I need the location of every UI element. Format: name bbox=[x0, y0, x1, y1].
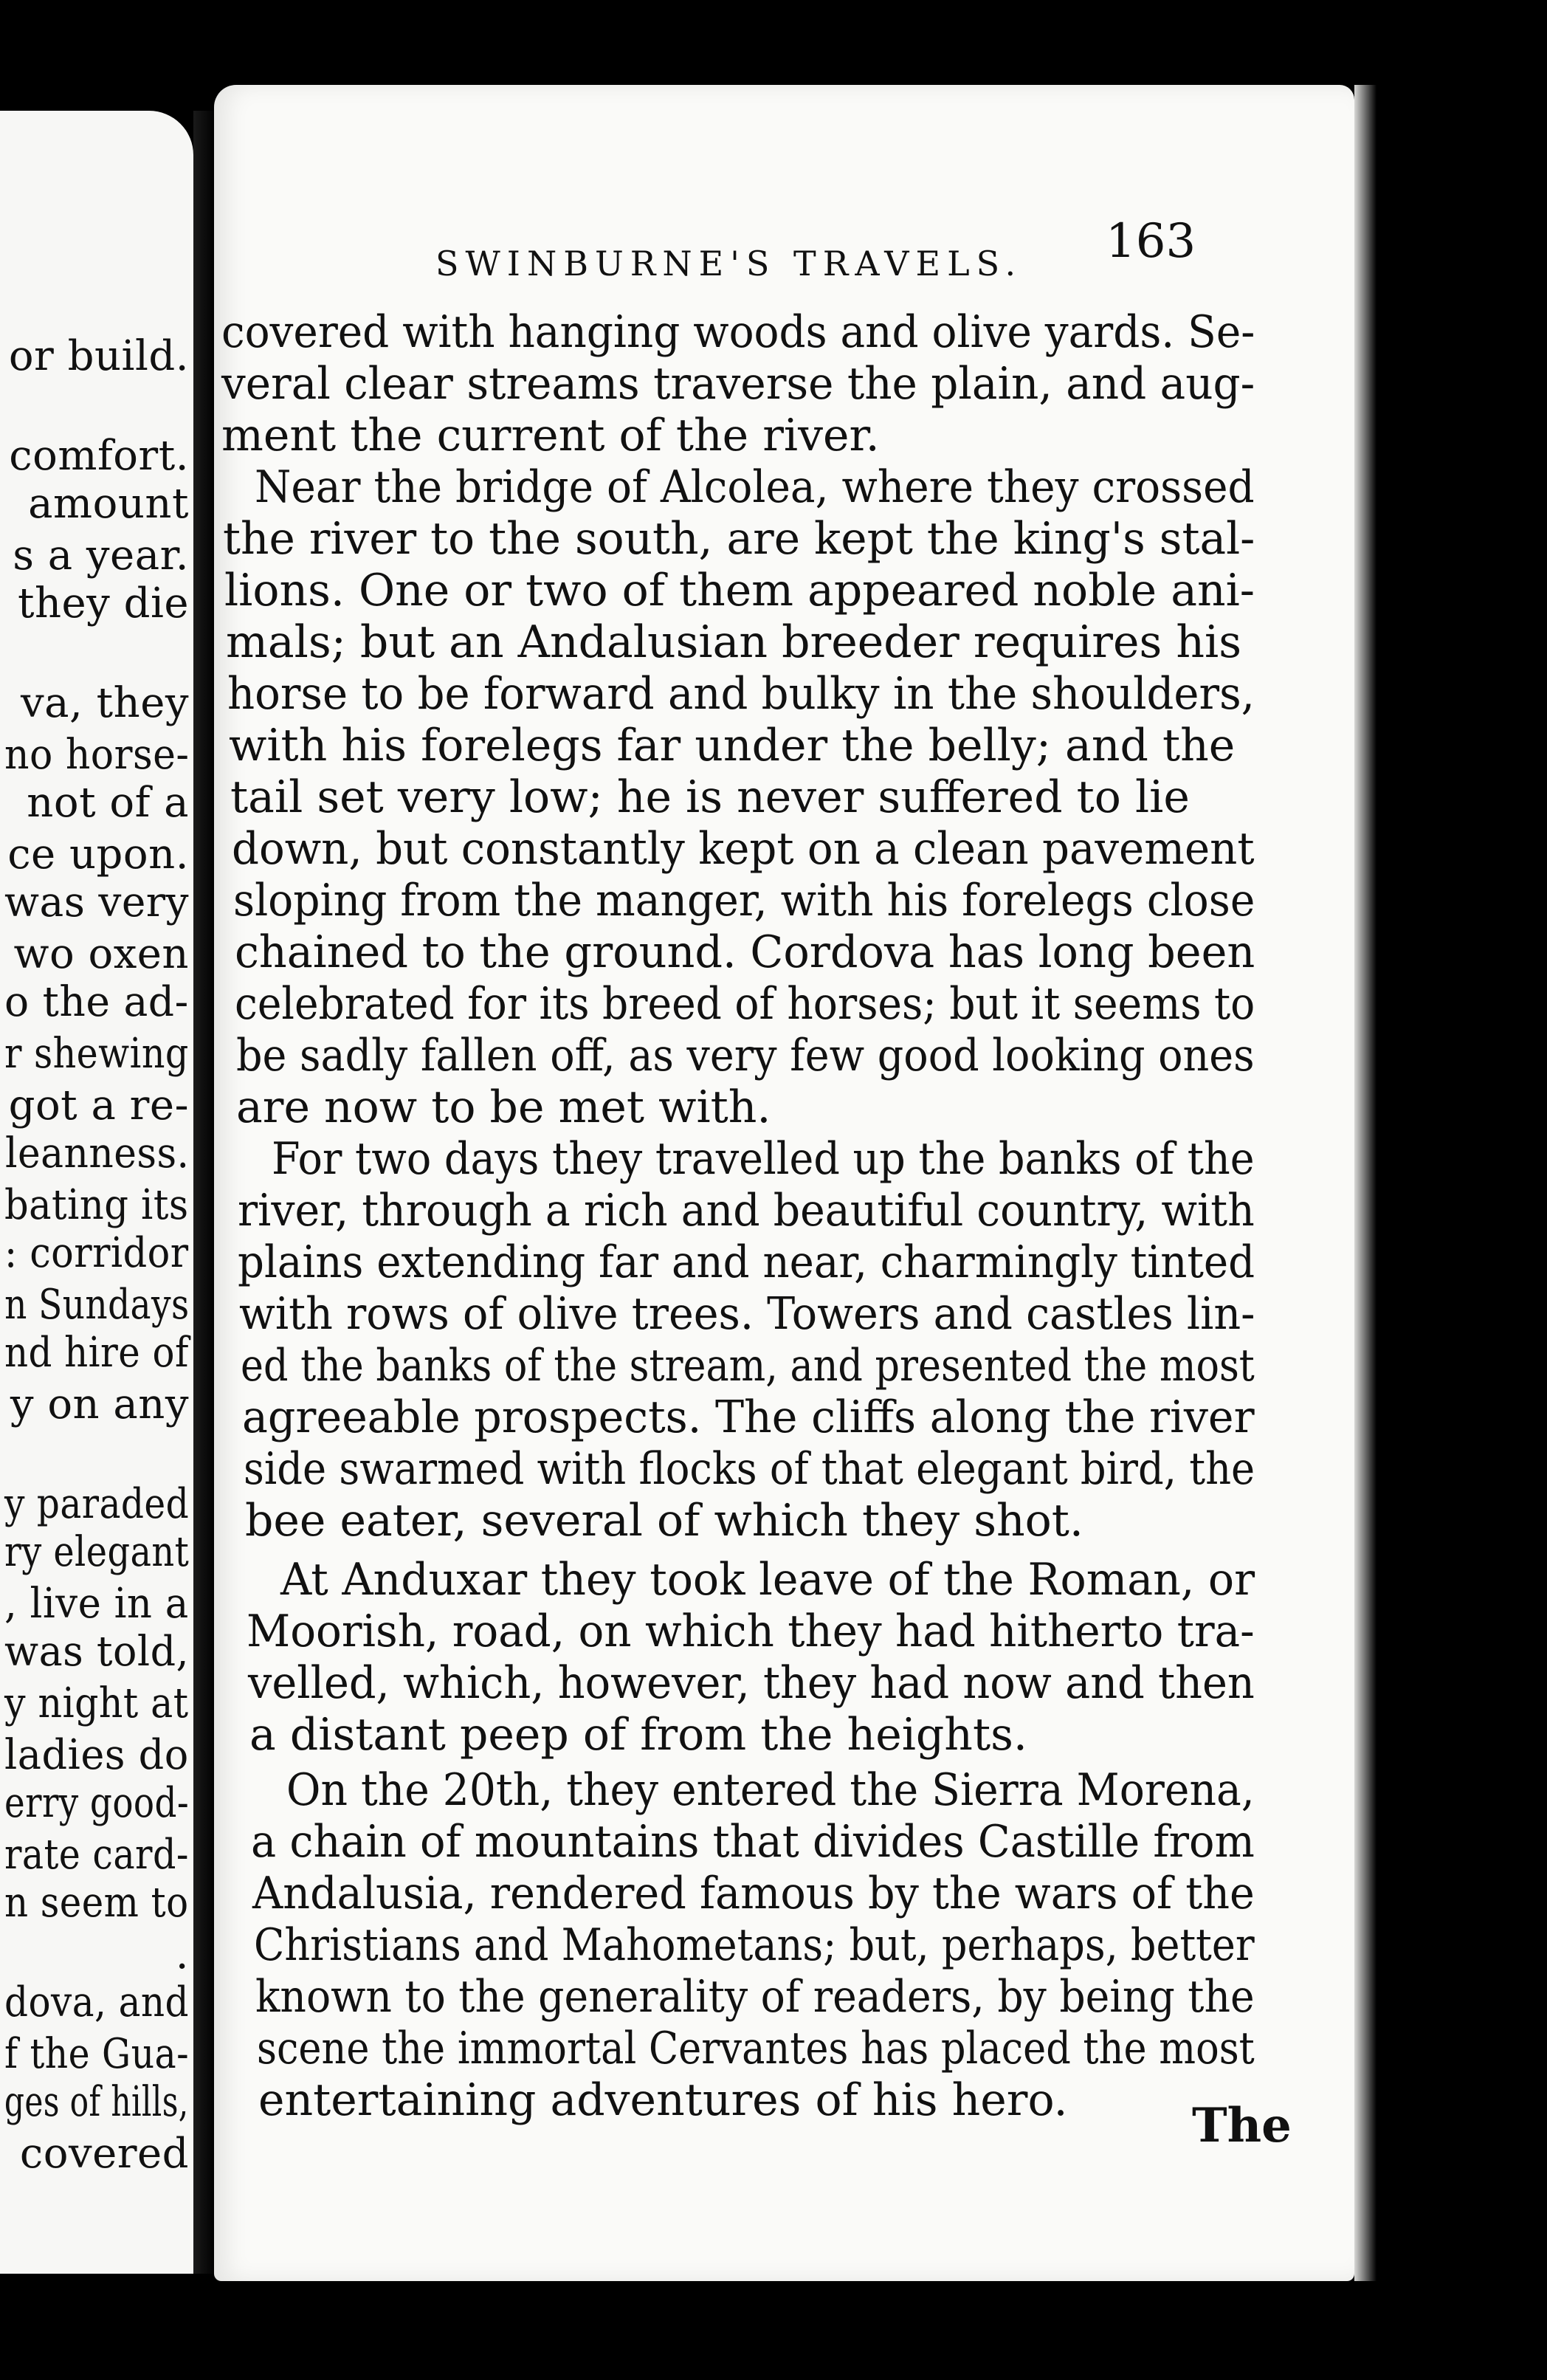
text-line: side swarmed with flocks of that elegant bird, the bbox=[244, 1443, 1255, 1495]
text-line: Christians and Mahometans; but, perhaps, better bbox=[254, 1919, 1255, 1971]
left-line: . bbox=[175, 1930, 189, 1978]
text-line: river, through a rich and beautiful country, with bbox=[238, 1185, 1255, 1237]
left-line: or build. bbox=[8, 332, 189, 380]
page-number: 163 bbox=[1106, 214, 1196, 269]
left-line: f the Gua- bbox=[4, 2030, 189, 2078]
text-line: covered with hanging woods and olive yards. Se- bbox=[221, 306, 1255, 358]
text-line: lions. One or two of them appeared noble ani- bbox=[224, 565, 1255, 616]
left-line: ce upon. bbox=[7, 830, 189, 878]
left-line: covered bbox=[19, 2130, 189, 2178]
book-spine bbox=[193, 111, 216, 2274]
left-line: y on any bbox=[10, 1380, 189, 1428]
left-line: comfort. bbox=[9, 432, 189, 480]
text-line: a chain of mountains that divides Castille from bbox=[251, 1816, 1255, 1868]
left-line: ry elegant bbox=[4, 1528, 189, 1576]
left-line: va, they bbox=[21, 679, 189, 727]
left-line: was told, bbox=[4, 1628, 189, 1676]
left-line: erry good- bbox=[4, 1779, 189, 1827]
left-line: got a re- bbox=[8, 1081, 189, 1129]
left-line: rate card- bbox=[4, 1831, 189, 1879]
text-line: plains extending far and near, charmingly tinted bbox=[238, 1237, 1255, 1288]
text-line: be sadly fallen off, as very few good looking ones bbox=[236, 1030, 1255, 1081]
left-line: they die bbox=[17, 579, 189, 627]
text-line: ment the current of the river. bbox=[221, 410, 880, 461]
text-line: velled, which, however, they had now and then bbox=[248, 1657, 1255, 1709]
left-page bbox=[0, 111, 193, 2274]
page-edge bbox=[1354, 85, 1377, 2281]
text-line: agreeable prospects. The cliffs along the river bbox=[242, 1392, 1255, 1443]
left-line: ladies do bbox=[4, 1731, 189, 1779]
catchword: The bbox=[1192, 2098, 1292, 2153]
left-line: s a year. bbox=[13, 532, 189, 579]
text-line: scene the immortal Cervantes has placed the most bbox=[257, 2023, 1255, 2074]
left-line: leanness. bbox=[4, 1129, 189, 1177]
left-line: was very bbox=[4, 878, 189, 926]
text-line: bee eater, several of which they shot. bbox=[245, 1495, 1083, 1547]
left-line: bating its bbox=[4, 1181, 189, 1229]
text-line: the river to the south, are kept the king's stal- bbox=[223, 513, 1255, 565]
left-line: y night at bbox=[4, 1679, 189, 1727]
text-line: are now to be met with. bbox=[236, 1081, 771, 1133]
left-line: n Sundays bbox=[4, 1281, 189, 1329]
text-line: entertaining adventures of his hero. bbox=[258, 2074, 1068, 2126]
text-line: ed the banks of the stream, and presented the most bbox=[241, 1340, 1255, 1392]
text-line: down, but constantly kept on a clean pavement bbox=[232, 823, 1255, 875]
text-line: sloping from the manger, with his forelegs close bbox=[233, 875, 1255, 926]
text-line: Near the bridge of Alcolea, where they crossed bbox=[255, 461, 1255, 513]
left-line: n seem to bbox=[4, 1879, 189, 1927]
text-line: chained to the ground. Cordova has long been bbox=[235, 926, 1255, 978]
text-line: known to the generality of readers, by being the bbox=[255, 1971, 1255, 2023]
text-line: celebrated for its breed of horses; but it seems to bbox=[235, 978, 1255, 1030]
left-line: o the ad- bbox=[4, 978, 189, 1026]
left-line: dova, and bbox=[4, 1978, 189, 2026]
left-line: r shewing bbox=[4, 1030, 189, 1078]
text-line: On the 20th, they entered the Sierra Morena, bbox=[286, 1764, 1255, 1816]
text-line: mals; but an Andalusian breeder requires his bbox=[226, 616, 1241, 668]
running-head: SWINBURNE'S TRAVELS. bbox=[435, 244, 1023, 283]
text-line: tail set very low; he is never suffered to lie bbox=[230, 771, 1190, 823]
left-line: no horse- bbox=[4, 731, 189, 779]
left-line: ges of hills, bbox=[4, 2078, 189, 2126]
left-line: wo oxen bbox=[13, 930, 189, 978]
text-line: with his forelegs far under the belly; and the bbox=[229, 720, 1236, 771]
text-line: a distant peep of from the heights. bbox=[249, 1709, 1027, 1761]
text-line: For two days they travelled up the banks of the bbox=[272, 1133, 1255, 1185]
left-line: , live in a bbox=[4, 1580, 189, 1628]
left-line: amount bbox=[28, 480, 189, 528]
text-line: Andalusia, rendered famous by the wars of the bbox=[252, 1868, 1255, 1919]
text-line: At Anduxar they took leave of the Roman, or bbox=[280, 1554, 1255, 1606]
text-line: Moorish, road, on which they had hitherto tra- bbox=[247, 1606, 1255, 1657]
left-line: nd hire of bbox=[4, 1329, 189, 1377]
text-line: horse to be forward and bulky in the shoulders, bbox=[227, 668, 1255, 720]
text-line: with rows of olive trees. Towers and castles lin- bbox=[239, 1288, 1255, 1340]
left-line: y paraded bbox=[4, 1480, 189, 1528]
text-line: veral clear streams traverse the plain, and aug- bbox=[221, 358, 1255, 410]
left-line: not of a bbox=[27, 779, 189, 827]
left-line: : corridor bbox=[4, 1229, 189, 1277]
